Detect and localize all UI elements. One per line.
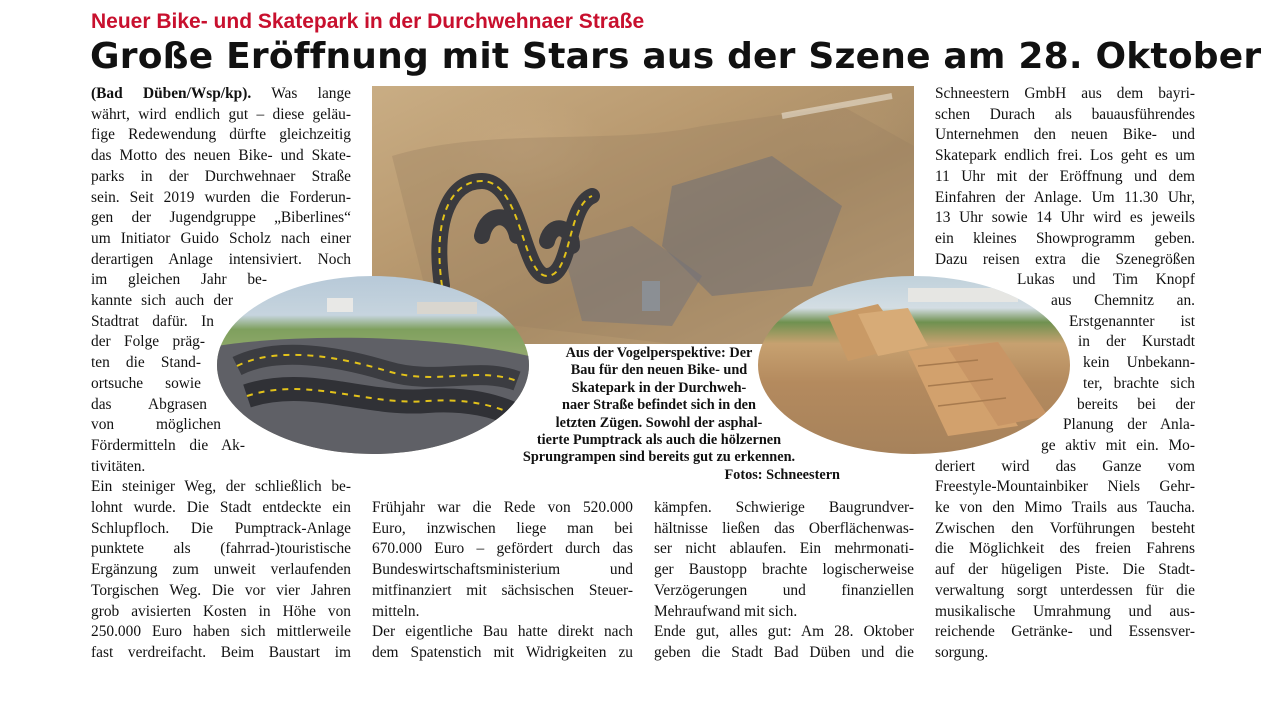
article-column-4 (935, 84, 1195, 664)
text-line: Stadtrat dafür. In (91, 312, 214, 330)
text-line: Erstgenannter ist (1069, 312, 1195, 330)
text-line: das Abgrasen (91, 395, 207, 413)
article-headline: Große Eröffnung mit Stars aus der Szene am 28. Oktober (90, 36, 1262, 77)
text-line: ge aktiv mit ein. Mo- (1041, 436, 1195, 454)
text-line: Frühjahr war die Rede von 520.000 (372, 499, 633, 516)
text-line: Verzögerungen und finanziellen (654, 581, 914, 599)
photo-caption (478, 345, 840, 484)
text-line: Lukas und Tim Knopf (1017, 271, 1195, 289)
text-line: von möglichen (91, 416, 221, 434)
text-line: Planung der Anla- (1063, 416, 1195, 434)
text-line: schen Durach als bauausführendes (935, 105, 1195, 123)
text-line: Schlupfloch. Die Pumptrack-Anlage (91, 519, 351, 537)
photo-credit: Fotos: Schneestern (724, 466, 840, 483)
text-line: Ergänzung zum unweit verlaufenden (91, 561, 351, 579)
text-line: kämpfen. Schwierige Baugrundver- (654, 499, 914, 516)
text-line: Dazu reisen extra die Szenegrößen (935, 250, 1195, 268)
caption-line: Skatepark in der Durchweh- (571, 379, 747, 396)
text-line: parks in der Durchwehnaer Straße (91, 167, 351, 185)
text-line: derartigen Anlage intensiviert. Noch (91, 250, 351, 268)
text-line: auf der hügeligen Piste. Die Stadt- (935, 561, 1195, 579)
text-line: die Möglichkeit des freien Fahrens (935, 540, 1195, 558)
text-line: währt, wird endlich gut – diese geläu- (91, 105, 351, 123)
text-line: im gleichen Jahr be- (91, 271, 267, 289)
article-column-2 (372, 498, 633, 664)
article-kicker: Neuer Bike- und Skatepark in der Durchwehnaer Straße (91, 10, 645, 33)
text-line: sein. Seit 2019 wurden die Forderun- (91, 188, 351, 206)
text-line: punktete als (fahrrad-)touristische (91, 540, 351, 558)
text-line: geben die Stadt Bad Düben und die (654, 643, 914, 661)
caption-line: naer Straße befindet sich in den (562, 397, 756, 414)
text-line: Bundeswirtschaftsministerium und (372, 561, 633, 579)
text-line: Freestyle-Mountainbiker Niels Gehr- (935, 478, 1195, 496)
text-line: mitfinanziert mit sächsischen Steuer- (372, 581, 633, 599)
text-line: der Folge präg- (91, 333, 205, 351)
text-line: in der Kurstadt (1078, 333, 1195, 351)
text-line: ortsuche sowie (91, 374, 201, 392)
text-line: deriert wird das Ganze vom (935, 457, 1195, 475)
text-line: Unternehmen den neuen Bike- und (935, 126, 1195, 144)
text-line: Schneestern GmbH aus dem bayri- (935, 85, 1195, 102)
text-line: kannte sich auch der (91, 292, 233, 310)
text-line: Zwischen den Vorführungen besteht (935, 519, 1195, 537)
caption-line: Aus der Vogelperspektive: Der (565, 345, 753, 361)
text-line: ger Baustopp brachte logischerweise (654, 561, 914, 579)
caption-line: Sprungrampen sind bereits gut zu erkennen. (522, 449, 796, 466)
caption-line: Bau für den neuen Bike- und (570, 362, 748, 379)
text-line: sorgung. (935, 643, 989, 661)
text-line: Fördermitteln die Ak- (91, 436, 245, 454)
text-line: Euro, inzwischen liege man bei (372, 519, 633, 537)
text-line: Mehraufwand mit sich. (654, 602, 798, 620)
article-column-3 (654, 498, 914, 664)
article-column-1 (91, 84, 351, 664)
text-line: Torgischen Weg. Die vor vier Jahren (91, 581, 351, 599)
text-line: 250.000 Euro haben sich mittlerweile (91, 623, 351, 641)
text-line: bereits bei der (1077, 395, 1195, 413)
text-line: dem Spatenstich mit Widrigkeiten zu (372, 643, 633, 661)
text-line: 670.000 Euro – gefördert durch das (372, 540, 633, 558)
text-line: (Bad Düben/Wsp/kp). Was lange (91, 85, 351, 102)
text-line: ter, brachte sich (1083, 374, 1195, 392)
text-line: grob avisierten Kosten in Höhe von (91, 602, 351, 620)
text-line: das Motto des neuen Bike- und Skate- (91, 147, 351, 165)
text-line: aus Chemnitz an. (1051, 292, 1195, 310)
text-line: Skatepark endlich frei. Los geht es um (935, 147, 1195, 165)
text-line: ke von den Mimo Trails aus Taucha. (935, 499, 1195, 517)
article-dateline: (Bad Düben/Wsp/kp). (91, 85, 252, 102)
text-line: 13 Uhr sowie 14 Uhr wird es jeweils (935, 209, 1195, 227)
text-line: musikalische Umrahmung und aus- (935, 602, 1195, 620)
text-line: gen der Jugendgruppe „Biberlines“ (91, 209, 351, 227)
text-line: Der eigentliche Bau hatte direkt nach (372, 623, 633, 641)
text-line: Ein steiniger Weg, der schließlich be- (91, 478, 351, 496)
text-line: Ende gut, alles gut: Am 28. Oktober (654, 623, 914, 641)
text-line: ten die Stand- (91, 354, 201, 372)
text-line: um Initiator Guido Scholz nach einer (91, 229, 351, 247)
text-line: Einfahren der Anlage. Um 11.30 Uhr, (935, 188, 1195, 206)
caption-line: letzten Zügen. Sowohl der asphal- (555, 414, 763, 431)
text-line: fige Redewendung dürfte gleichzeitig (91, 126, 351, 144)
text-line: fast verdreifacht. Beim Baustart im (91, 643, 351, 661)
text-line: hältnisse ließen das Oberflächenwas- (654, 519, 914, 537)
text-line: ser nicht ablaufen. Ein mehrmonati- (654, 540, 914, 558)
text-line: kein Unbekann- (1083, 354, 1195, 372)
caption-line: tierte Pumptrack als auch die hölzernen (536, 432, 782, 449)
text-line: reichende Getränke- und Essensver- (935, 623, 1195, 641)
text-line: lohnt wurde. Die Stadt entdeckte ein (91, 499, 351, 517)
text-line: tivitäten. (91, 457, 146, 475)
text-line: verwaltung sorgt unterdessen für die (935, 581, 1195, 599)
text-line: 11 Uhr mit der Eröffnung und dem (935, 167, 1195, 185)
text-line: ein kleines Showprogramm geben. (935, 229, 1195, 247)
text-line: mitteln. (372, 602, 420, 620)
